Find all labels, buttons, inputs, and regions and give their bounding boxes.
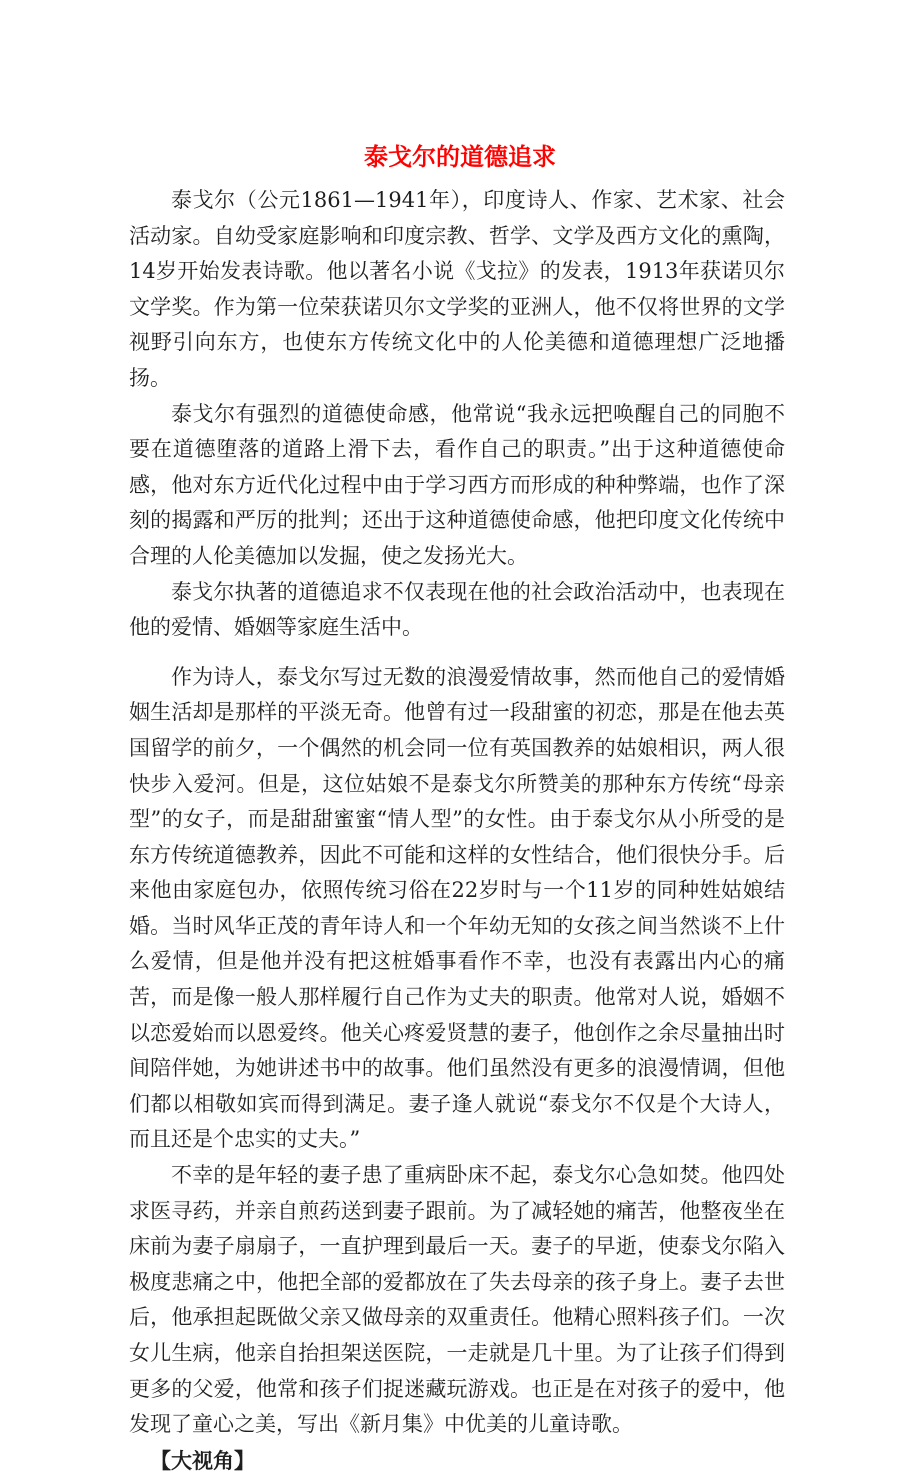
paragraph-moral-mission: 泰戈尔有强烈的道德使命感，他常说“我永远把唤醒自己的同胞不要在道德堕落的道路上滑下去，看作自己的职责。”出于这种道德使命感，他对东方近代化过程中由于学习西方而形成的种种弊端，也作了深刻的揭露和严厉的批判；还出于这种道德使命感，他把印度文化传统中合理的人伦美德加以发掘，使之发扬光大。 <box>129 401 785 568</box>
document-title: 泰戈尔的道德追求 <box>364 142 556 171</box>
document-body <box>129 183 785 1478</box>
paragraph-wife-and-children: 不幸的是年轻的妻子患了重病卧床不起，泰戈尔心急如焚。他四处求医寻药，并亲自煎药送到妻子跟前。为了减轻她的痛苦，他整夜坐在床前为妻子扇扇子，一直护理到最后一天。妻子的早逝，使泰戈尔陷入极度悲痛之中，他把全部的爱都放在了失去母亲的孩子身上。妻子去世后，他承担起既做父亲又做母亲的双重责任。他精心照料孩子们。一次女儿生病，他亲自抬担架送医院，一走就是几十里。为了让孩子们得到更多的父爱，他常和孩子们捉迷藏玩游戏。也正是在对孩子的爱中，他发现了童心之美，写出《新月集》中优美的儿童诗歌。 <box>129 1163 785 1437</box>
paragraph-family-life: 泰戈尔执著的道德追求不仅表现在他的社会政治活动中，也表现在他的爱情、婚姻等家庭生活中。 <box>129 579 785 640</box>
paragraph-marriage: 作为诗人，泰戈尔写过无数的浪漫爱情故事，然而他自己的爱情婚姻生活却是那样的平淡无奇。他曾有过一段甜蜜的初恋，那是在他去英国留学的前夕，一个偶然的机会同一位有英国教养的姑娘相识，两人很快步入爱河。但是，这位姑娘不是泰戈尔所赞美的那种东方传统“母亲型”的女子，而是甜甜蜜蜜“情人型”的女性。由于泰戈尔从小所受的是东方传统道德教养，因此不可能和这样的女性结合，他们很快分手。后来他由家庭包办，依照传统习俗在22岁时与一个11岁的同种姓姑娘结婚。当时风华正茂的青年诗人和一个年幼无知的女孩之间当然谈不上什么爱情，但是他并没有把这桩婚事看作不幸，也没有表露出内心的痛苦，而是像一般人那样履行自己作为丈夫的职责。他常对人说，婚姻不以恋爱始而以恩爱终。他关心疼爱贤慧的妻子，他创作之余尽量抽出时间陪伴她，为她讲述书中的故事。他们虽然没有更多的浪漫情调，但他们都以相敬如宾而得到满足。妻子逢人就说“泰戈尔不仅是个大诗人，而且还是个忠实的丈夫。” <box>129 664 785 1152</box>
paragraph-intro: 泰戈尔（公元1861—1941年），印度诗人、作家、艺术家、社会活动家。自幼受家庭影响和印度宗教、哲学、文学及西方文化的熏陶，14岁开始发表诗歌。他以著名小说《戈拉》的发表，1913年获诺贝尔文学奖。作为第一位荣获诺贝尔文学奖的亚洲人，他不仅将世界的文学视野引向东方，也使东方传统文化中的人伦美德和道德理想广泛地播扬。 <box>129 188 785 390</box>
section-tag: 【大视角】 <box>150 1447 255 1473</box>
